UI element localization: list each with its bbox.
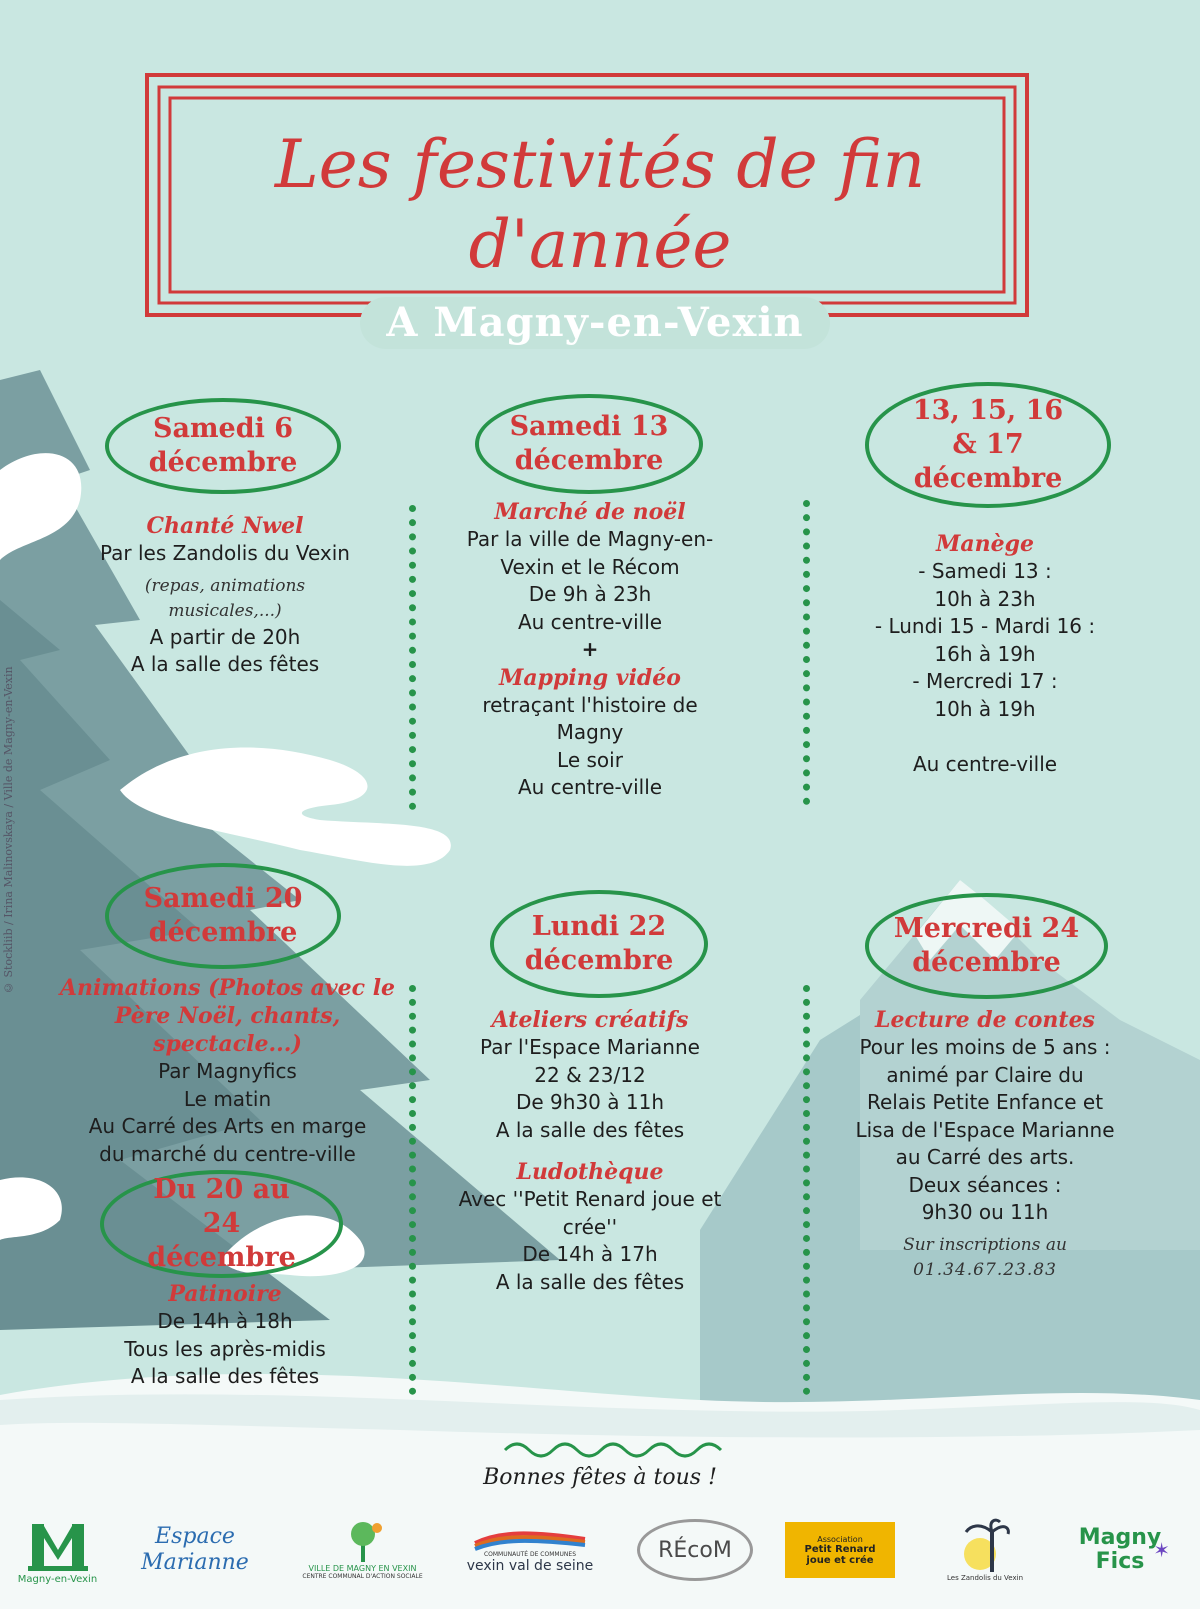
event-line: De 9h à 23h (528, 582, 652, 606)
event-line: Lisa de l'Espace Marianne (855, 1117, 1115, 1142)
event-line: A la salle des fêtes (495, 1117, 685, 1142)
date-badge (865, 893, 1108, 999)
date-label: Samedi 20 décembre (143, 883, 303, 948)
event-line: Vexin et le Récom (500, 554, 680, 579)
event-title-secondary: Mapping vidéo (499, 664, 681, 691)
page-title-line2: d'année (468, 206, 732, 283)
logo-espace-marianne (120, 1500, 270, 1600)
rainbow-wave-icon (470, 1527, 590, 1551)
logo-sublabel: CENTRE COMMUNAL D'ACTION SOCIALE (302, 1573, 423, 1580)
recom-ring-icon (637, 1519, 753, 1581)
event-line: Par la ville de Magny-en- (466, 527, 714, 551)
event-line: Le soir (557, 747, 623, 772)
event-line: Avec ''Petit Renard joue et (458, 1187, 722, 1211)
date-label: Samedi 13 décembre (509, 411, 669, 476)
logo-label: Petit Renard joue et crée (804, 1543, 876, 1566)
palm-tree-icon (960, 1518, 1010, 1574)
event-line: au Carré des arts. (895, 1145, 1075, 1169)
event-title: Ateliers créatifs (491, 1007, 689, 1033)
event-block (80, 1280, 370, 1391)
event-title: Manège (936, 531, 1034, 557)
event-line: crée'' (562, 1214, 618, 1239)
logo-sublabel: Association (817, 1534, 863, 1544)
logo-zandolis (930, 1500, 1040, 1600)
event-line: + (581, 637, 599, 661)
event-note: Sur inscriptions au (903, 1234, 1067, 1255)
logo-label: VILLE DE MAGNY EN VEXIN (308, 1564, 417, 1573)
logo-label: Espace Marianne (141, 1524, 249, 1575)
event-line: Tous les après-midis (124, 1336, 326, 1361)
event-line: A la salle des fêtes (495, 1269, 685, 1294)
logo-vexin-val-de-seine (455, 1500, 605, 1600)
event-line: 22 & 23/12 (534, 1062, 646, 1087)
date-label: Lundi 22 décembre (524, 911, 674, 976)
photo-credit: © Stockliib / Irina Malinovskaya / Ville de Magny-en-Vexin (2, 666, 15, 994)
event-line: A la salle des fêtes (130, 1364, 320, 1388)
petit-renard-badge (785, 1522, 895, 1578)
event-line: - Lundi 15 - Mardi 16 : (874, 614, 1096, 638)
logo-petit-renard (780, 1500, 900, 1600)
event-line: Au centre-ville (912, 751, 1058, 776)
logo-sublabel: COMMUNAUTÉ DE COMMUNES (483, 1550, 577, 1558)
date-label: Samedi 6 décembre (148, 413, 298, 478)
event-title: Marché de noël (494, 499, 686, 525)
separator-dotted (803, 500, 814, 805)
event-line: Magny (556, 720, 624, 744)
event-line: Par l'Espace Marianne (480, 1035, 700, 1059)
logo-label: Magny Fics (1078, 1525, 1162, 1574)
date-badge (475, 394, 703, 494)
event-line: animé par Claire du (886, 1062, 1084, 1087)
event-line: - Mercredi 17 : (912, 669, 1058, 693)
logo-recom (630, 1500, 760, 1600)
event-line: 16h à 19h (934, 641, 1036, 666)
logo-magny-fics (1050, 1500, 1190, 1600)
separator-dotted (803, 985, 814, 1395)
event-line: Pour les moins de 5 ans : (859, 1035, 1111, 1059)
event-line: Par Magnyfics (158, 1059, 297, 1083)
event-title: Lecture de contes (875, 1007, 1095, 1033)
event-block (855, 530, 1115, 778)
event-line: Par les Zandolis du Vexin (100, 541, 350, 565)
event-block (835, 1006, 1135, 1283)
event-line: retraçant l'histoire de (482, 692, 698, 717)
star-icon: ✶ (1153, 1538, 1170, 1562)
logo-label: Magny-en-Vexin (17, 1573, 98, 1585)
date-badge (490, 890, 708, 998)
event-line: A la salle des fêtes (130, 652, 320, 676)
separator-dotted (409, 505, 420, 810)
event-title-secondary: Ludothèque (516, 1159, 664, 1185)
event-line: - Samedi 13 : (918, 559, 1052, 583)
event-line: 9h30 ou 11h (921, 1200, 1049, 1224)
event-line: De 14h à 17h (522, 1242, 658, 1266)
date-label: Mercredi 24 décembre (893, 913, 1080, 978)
tree-icon (343, 1520, 383, 1564)
event-line: du marché du centre-ville (99, 1141, 356, 1166)
event-title: Animations (Photos avec le Père Noël, chants, spectacle...) (59, 975, 396, 1057)
event-line: Relais Petite Enfance et (866, 1090, 1104, 1114)
event-line: 10h à 19h (934, 696, 1036, 721)
event-line-blank (855, 723, 1115, 751)
page-subtitle: A Magny-en-Vexin (360, 297, 830, 349)
date-label: 13, 15, 16 & 17 décembre (912, 395, 1064, 494)
event-title: Chanté Nwel (146, 513, 304, 539)
event-block (440, 498, 740, 802)
event-line: A partir de 20h (149, 624, 301, 649)
event-line: 10h à 23h (934, 586, 1036, 611)
logo-magny-en-vexin (15, 1500, 100, 1600)
event-line: Le matin (183, 1086, 272, 1111)
date-badge (105, 863, 341, 969)
footer-greeting: Bonnes fêtes à tous ! (483, 1465, 717, 1490)
magny-m-icon (28, 1516, 88, 1574)
logo-ccas (300, 1500, 425, 1600)
logo-label: Les Zandolis du Vexin (946, 1574, 1024, 1582)
date-badge (105, 398, 341, 494)
event-line: Deux séances : (908, 1172, 1062, 1197)
event-line: Au centre-ville (517, 775, 663, 799)
event-title: Patinoire (168, 1281, 282, 1307)
event-line: De 9h30 à 11h (515, 1090, 664, 1114)
event-line: Au Carré des Arts en marge (88, 1114, 367, 1138)
event-block (80, 512, 370, 679)
date-badge (100, 1170, 343, 1278)
date-label: Du 20 au 24 décembre (147, 1174, 296, 1273)
date-badge (865, 382, 1111, 508)
logo-label: RÉcoM (658, 1537, 732, 1563)
event-phone: 01.34.67.23.83 (913, 1259, 1057, 1280)
event-line: Au centre-ville (517, 609, 663, 634)
logo-label: vexin val de seine (466, 1557, 594, 1574)
page-title-line1: Les festivités de fin (274, 126, 926, 203)
event-block (40, 974, 415, 1168)
event-line: De 14h à 18h (157, 1309, 293, 1333)
event-block (450, 1006, 730, 1296)
event-note: (repas, animations musicales,...) (144, 575, 306, 621)
